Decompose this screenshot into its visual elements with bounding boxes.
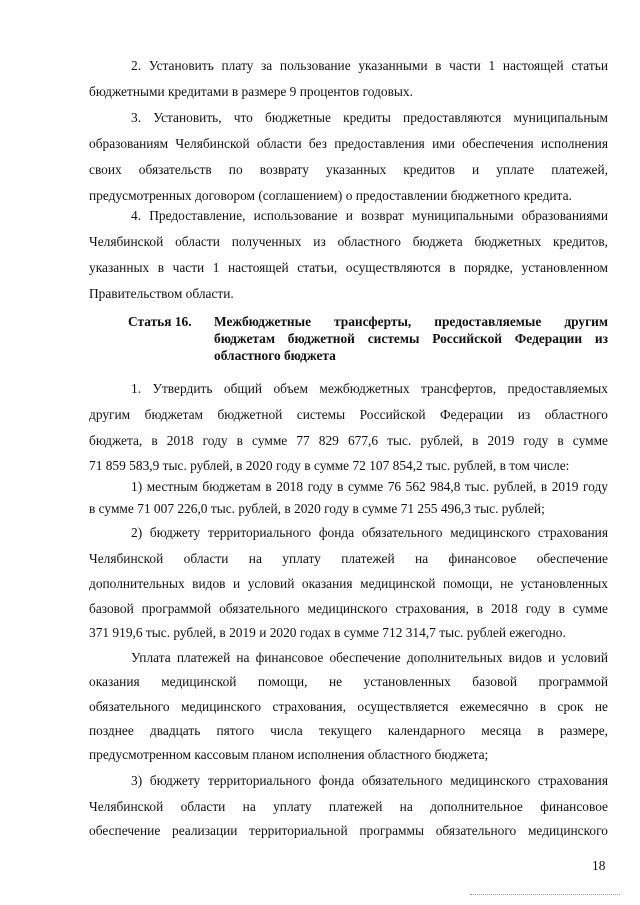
text-line: дополнительных видов и условий оказания медицинской помощи, не установленных xyxy=(89,576,608,591)
text-line: Челябинской области на уплату платежей на дополнительное финансовое xyxy=(89,799,608,814)
text-line: в сумме 71 007 226,0 тыс. рублей, в 2020 году в сумме 71 255 496,3 тыс. рублей; xyxy=(89,501,545,516)
text-line: 1. Утвердить общий объем межбюджетных трансфертов, предоставляемых xyxy=(131,381,608,396)
text-line: 371 919,6 тыс. рублей, в 2019 и 2020 годах в сумме 712 314,7 тыс. рублей ежегодно. xyxy=(89,625,566,640)
text-line: Челябинской области полученных из областного бюджета бюджетных кредитов, xyxy=(89,234,608,249)
text-line: 1) местным бюджетам в 2018 году в сумме 76 562 984,8 тыс. рублей, в 2019 году xyxy=(131,479,608,494)
text-line: своих обязательств по возврату указанных кредитов и уплате платежей, xyxy=(89,162,608,177)
text-line: 2. Установить плату за пользование указанными в части 1 настоящей статьи xyxy=(131,58,608,73)
text-line: 4. Предоставление, использование и возврат муниципальными образованиями xyxy=(131,208,608,223)
text-line: 71 859 583,9 тыс. рублей, в 2020 году в сумме 72 107 854,2 тыс. рублей, в том числе: xyxy=(89,458,570,473)
text-line: 3) бюджету территориального фонда обязательного медицинского страхования xyxy=(131,773,608,788)
scan-artifact-line xyxy=(470,894,620,896)
text-line: базовой программой обязательного медицинского страхования, в 2018 году в сумме xyxy=(89,601,608,616)
text-line: образованиям Челябинской области без предоставления ими обеспечения исполнения xyxy=(89,136,608,151)
page-number: 18 xyxy=(592,858,606,873)
article-title-line: Межбюджетные трансферты, предоставляемые другим xyxy=(214,314,608,329)
text-line: другим бюджетам бюджетной системы Российской Федерации из областного xyxy=(89,407,608,422)
text-line: указанных в части 1 настоящей статьи, осуществляются в порядке, установленном xyxy=(89,260,608,275)
text-line: предусмотренном кассовым планом исполнения областного бюджета; xyxy=(89,747,489,762)
text-line: Челябинской области на уплату платежей на финансовое обеспечение xyxy=(89,551,608,566)
text-line: бюджетными кредитами в размере 9 процентов годовых. xyxy=(89,84,413,99)
text-line: обеспечение реализации территориальной программы обязательного медицинского xyxy=(89,823,608,838)
text-line: 3. Установить, что бюджетные кредиты предоставляются муниципальным xyxy=(131,110,608,125)
text-line: Правительством области. xyxy=(89,286,234,301)
text-line: предусмотренных договором (соглашением) о предоставлении бюджетного кредита. xyxy=(89,188,572,203)
text-line: оказания медицинской помощи, не установленных базовой программой xyxy=(89,674,608,689)
text-line: Уплата платежей на финансовое обеспечение дополнительных видов и условий xyxy=(131,650,608,665)
article-title-line: областного бюджета xyxy=(214,348,336,363)
text-line: бюджета, в 2018 году в сумме 77 829 677,6 тыс. рублей, в 2019 году в сумме xyxy=(89,433,608,448)
article-number: Статья 16. xyxy=(128,314,192,329)
text-line: обязательного медицинского страхования, осуществляется ежемесячно в срок не xyxy=(89,699,608,714)
article-title-line: бюджетам бюджетной системы Российской Федерации из xyxy=(214,331,608,346)
text-line: 2) бюджету территориального фонда обязательного медицинского страхования xyxy=(131,525,608,540)
text-line: позднее двадцать пятого числа текущего календарного месяца в размере, xyxy=(89,723,608,738)
